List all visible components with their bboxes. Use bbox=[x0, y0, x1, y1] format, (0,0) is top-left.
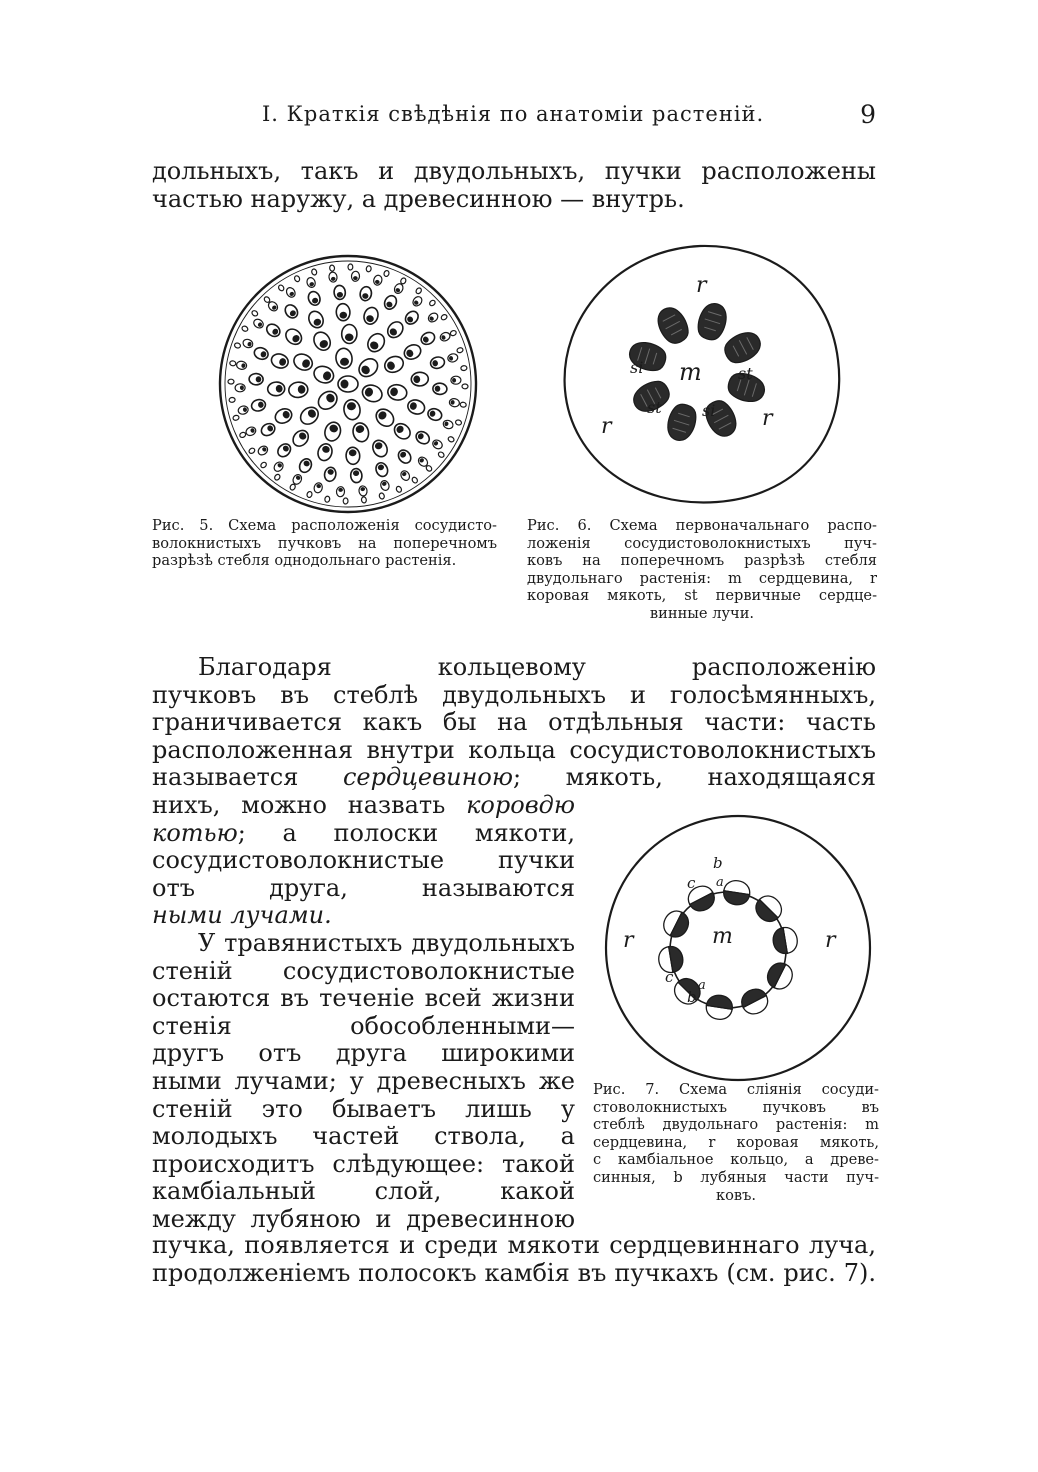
fig5-bundle bbox=[329, 265, 335, 272]
text-line: другъ отъ друга широкими bbox=[152, 1040, 575, 1068]
fig5-bundle bbox=[278, 284, 285, 292]
text-run: отъ друга, называются bbox=[152, 874, 575, 902]
text-run: ; мякоть, находящаяся bbox=[512, 764, 876, 792]
fig5-bundle bbox=[291, 351, 315, 373]
fig5-bundle bbox=[253, 346, 270, 361]
text-line bbox=[152, 820, 575, 848]
fig5-bundle bbox=[275, 441, 293, 459]
fig5-bundle bbox=[455, 419, 462, 426]
fig6-bundle bbox=[653, 303, 693, 348]
text-line: сосудистоволокнистые пучки bbox=[152, 847, 575, 875]
term-serdtsevina: сердцевиною bbox=[342, 764, 513, 792]
fig5-bundle bbox=[440, 314, 448, 321]
fig5-bundle bbox=[364, 331, 387, 355]
fig5-bundle bbox=[411, 372, 429, 387]
fig5-bundle bbox=[234, 342, 241, 349]
term-serdtsevinnye-luchi: ными лучами. bbox=[152, 902, 332, 930]
text-run: ; а полоски мякоти, bbox=[237, 819, 575, 847]
fig5-bundle bbox=[270, 352, 290, 370]
text-line: стенія обособленными— bbox=[152, 1012, 575, 1040]
fig5-bundle bbox=[350, 468, 362, 483]
fig5-bundle bbox=[323, 420, 343, 443]
caption-line: волокнистыхъ пучковъ на поперечномъ bbox=[152, 534, 497, 552]
text-line: граничивается какъ бы на отдѣльныя части: часть bbox=[152, 709, 876, 737]
fig5-bundle bbox=[427, 311, 440, 323]
fig5-bundle bbox=[374, 461, 390, 478]
text-line: частью наружу, а древесинною — внутрь. bbox=[152, 185, 685, 213]
fig5-bundle bbox=[426, 407, 443, 422]
fig5-bundle bbox=[346, 447, 361, 465]
fig5-bundle bbox=[379, 479, 390, 491]
fig5-bundle bbox=[256, 444, 269, 456]
text-line: У травянистыхъ двудольныхъ bbox=[198, 929, 575, 957]
fig5-bundle bbox=[383, 270, 390, 277]
fig5-bundle bbox=[306, 309, 326, 330]
fig5-bundle bbox=[411, 476, 418, 484]
fig7-vascular-bundles bbox=[657, 879, 799, 1021]
text-line bbox=[152, 875, 575, 903]
fig5-bundle bbox=[249, 373, 264, 385]
figure-5-caption bbox=[152, 517, 497, 570]
text-line: пучка, появляется и среди мякоти сердцевиннаго луча, bbox=[152, 1232, 876, 1259]
fig5-bundle bbox=[462, 384, 468, 389]
fig6-bundle bbox=[664, 401, 700, 444]
fig7-bundle bbox=[751, 891, 786, 926]
fig5-bundle bbox=[358, 485, 367, 496]
fig5-bundle bbox=[359, 286, 373, 302]
fig5-bundle bbox=[251, 310, 259, 317]
caption-line: стеблѣ двудольнаго растенія: m bbox=[593, 1116, 879, 1134]
figure-6-caption bbox=[527, 517, 877, 623]
fig6-label-m: m bbox=[679, 358, 702, 386]
term-korovaya-myakot: котью bbox=[152, 819, 238, 847]
fig5-bundle bbox=[447, 436, 455, 443]
fig5-bundle bbox=[297, 404, 321, 428]
fig5-bundle bbox=[360, 382, 384, 404]
fig5-bundle bbox=[288, 381, 309, 398]
text-line bbox=[152, 764, 876, 792]
fig5-bundle bbox=[260, 461, 268, 469]
fig7-bundle bbox=[738, 985, 772, 1018]
fig6-bundle bbox=[694, 300, 730, 343]
fig5-bundle bbox=[315, 388, 341, 413]
fig5-bundle bbox=[406, 398, 426, 416]
caption-line: Рис. 6. Схема первоначальнаго распо- bbox=[527, 517, 877, 534]
fig5-bundle bbox=[439, 331, 451, 343]
fig5-bundle bbox=[429, 356, 445, 370]
fig5-bundle bbox=[313, 482, 323, 494]
fig7-label-a-top: a bbox=[716, 875, 724, 890]
text-line: Благодаря кольцевому расположенію bbox=[198, 654, 876, 681]
fig5-bundle bbox=[312, 364, 336, 386]
fig7-label-a-bottom: a bbox=[698, 978, 706, 993]
text-line: продолженіемъ полосокъ камбія въ пучкахъ (см. рис. 7). bbox=[152, 1259, 876, 1287]
fig5-bundle bbox=[451, 376, 461, 384]
fig5-bundle bbox=[343, 399, 362, 421]
body-paragraph-tail bbox=[152, 1232, 876, 1287]
fig5-bundle bbox=[297, 457, 313, 475]
fig5-bundle bbox=[283, 326, 305, 347]
fig7-label-c-bottom: c bbox=[665, 968, 674, 986]
intro-paragraph bbox=[152, 158, 876, 213]
fig5-bundle bbox=[229, 397, 236, 403]
fig5-bundle bbox=[361, 497, 367, 504]
fig5-bundle bbox=[235, 384, 245, 392]
fig5-bundle bbox=[324, 496, 330, 503]
fig5-bundle bbox=[272, 460, 285, 473]
body-wrapped-column bbox=[152, 792, 575, 1234]
fig6-label-st-bottom: st bbox=[647, 398, 662, 417]
figure-5-monocot-cross-section bbox=[216, 252, 480, 516]
fig5-bundle bbox=[264, 322, 282, 339]
fig5-bundle bbox=[306, 276, 317, 288]
caption-line: коровая мякоть, st первичные сердце- bbox=[527, 587, 877, 605]
text-line: ными лучами; у древесныхъ же bbox=[152, 1067, 575, 1095]
page-number: 9 bbox=[860, 100, 876, 129]
fig5-vascular-bundles bbox=[228, 264, 468, 504]
fig6-label-r-right: r bbox=[762, 406, 773, 431]
fig5-bundle bbox=[343, 498, 348, 504]
running-header bbox=[150, 102, 880, 134]
fig5-bundle bbox=[387, 383, 408, 401]
caption-line: синныя, b лубяныя части пуч- bbox=[593, 1168, 879, 1186]
fig5-bundle bbox=[273, 406, 294, 426]
fig5-bundle bbox=[294, 275, 301, 282]
fig5-bundle bbox=[395, 486, 402, 493]
fig5-bundle bbox=[379, 492, 385, 499]
fig5-bundle bbox=[336, 486, 345, 497]
fig5-bundle bbox=[283, 302, 300, 320]
fig5-bundle bbox=[333, 285, 345, 300]
fig5-bundle bbox=[336, 303, 351, 321]
fig5-bundle bbox=[433, 383, 448, 395]
caption-line: двудольнаго растенія: m сердцевина, r bbox=[527, 569, 877, 587]
figure-7-bundle-fusion bbox=[597, 810, 879, 1086]
fig5-bundle bbox=[229, 360, 236, 366]
fig5-bundle bbox=[456, 347, 463, 353]
caption-line: сердцевина, r коровая мякоть, bbox=[593, 1133, 879, 1151]
caption-line: ковъ на поперечномъ разрѣзѣ стебля bbox=[527, 552, 877, 570]
fig6-label-si-left: si bbox=[630, 358, 644, 377]
fig5-bundle bbox=[232, 415, 239, 421]
fig6-bundle bbox=[720, 327, 765, 367]
fig5-bundle bbox=[396, 448, 413, 466]
fig5-bundle bbox=[403, 309, 421, 327]
fig5-bundle bbox=[382, 294, 398, 312]
fig5-bundle bbox=[248, 447, 256, 454]
fig5-bundle bbox=[328, 272, 337, 283]
fig6-label-r-top: r bbox=[696, 273, 707, 298]
figure-6-dicot-initial bbox=[557, 240, 844, 511]
fig5-bundle bbox=[252, 317, 265, 329]
text-line: стеній это бываетъ лишь у bbox=[152, 1095, 575, 1123]
text-line: дольныхъ, такъ и двудольныхъ, пучки расположены bbox=[152, 158, 876, 185]
caption-line: c камбіальное кольцо, a древе- bbox=[593, 1151, 879, 1169]
fig5-bundle bbox=[414, 429, 432, 446]
fig5-bundle bbox=[461, 365, 468, 371]
body-paragraph-1 bbox=[152, 654, 876, 792]
text-line bbox=[152, 902, 575, 930]
fig5-bundle bbox=[228, 379, 234, 384]
fig5-bundle bbox=[239, 431, 246, 438]
fig5-bundle bbox=[373, 274, 383, 286]
fig6-label-si-bottom: si bbox=[702, 401, 716, 420]
text-run: нихъ, можно назвать bbox=[152, 792, 467, 819]
text-line bbox=[152, 792, 575, 820]
fig5-bundle bbox=[245, 426, 257, 438]
fig7-label-c-top: c bbox=[687, 874, 696, 892]
fig5-bundle bbox=[267, 382, 285, 397]
caption-line: стоволокнистыхъ пучковъ въ bbox=[593, 1098, 879, 1116]
fig5-bundle bbox=[306, 491, 313, 498]
fig5-bundle bbox=[316, 442, 334, 462]
text-line: происходитъ слѣдующее: такой bbox=[152, 1150, 575, 1178]
caption-line: винные лучи. bbox=[649, 604, 755, 622]
fig5-bundle bbox=[242, 338, 254, 349]
fig5-bundle bbox=[351, 271, 360, 282]
fig5-bundle bbox=[399, 469, 411, 482]
fig7-bundle bbox=[705, 993, 734, 1021]
fig5-bundle bbox=[250, 398, 266, 412]
fig5-bundle bbox=[362, 306, 380, 326]
fig5-bundle bbox=[385, 319, 406, 341]
text-run: называется bbox=[152, 764, 343, 792]
fig5-bundle bbox=[370, 438, 390, 459]
fig5-bundle bbox=[323, 466, 337, 482]
figure-7-caption bbox=[593, 1081, 879, 1204]
fig5-bundle bbox=[437, 451, 445, 458]
fig6-label-r-left: r bbox=[601, 414, 612, 439]
fig7-bundle bbox=[763, 959, 796, 993]
text-line: камбіальный слой, какой bbox=[152, 1178, 575, 1206]
fig5-bundle bbox=[355, 355, 381, 380]
fig5-bundle bbox=[241, 325, 249, 332]
fig7-label-r-left: r bbox=[623, 928, 634, 953]
text-line: расположенная внутри кольца сосудистоволокнистыхъ bbox=[152, 736, 876, 764]
caption-line: разрѣзѣ стебля однодольнаго растенія. bbox=[152, 552, 457, 570]
fig5-bundle bbox=[419, 330, 437, 347]
fig7-bundle bbox=[722, 879, 751, 907]
fig5-bundle bbox=[311, 329, 334, 353]
fig5-bundle bbox=[274, 473, 281, 481]
fig5-bundle bbox=[335, 347, 354, 369]
caption-line: Рис. 5. Схема расположенія сосудисто- bbox=[152, 517, 497, 534]
fig5-bundle bbox=[373, 406, 397, 430]
fig5-bundle bbox=[391, 421, 413, 442]
text-line: пучковъ въ стеблѣ двудольныхъ и голосѣмянныхъ, bbox=[152, 681, 876, 709]
fig7-bundle bbox=[771, 926, 799, 956]
fig5-bundle bbox=[341, 324, 357, 343]
fig5-bundle bbox=[285, 286, 297, 299]
text-line: остаются въ теченіе всей жизни bbox=[152, 985, 575, 1013]
fig5-bundle bbox=[429, 299, 437, 307]
fig5-bundle bbox=[290, 427, 311, 449]
fig5-bundle bbox=[259, 421, 277, 438]
fig5-bundle bbox=[447, 353, 459, 363]
running-title: I. Краткія свѣдѣнія по анатоміи растеній. bbox=[262, 102, 765, 126]
fig5-bundle bbox=[366, 265, 372, 272]
fig5-bundle bbox=[382, 354, 405, 375]
fig5-bundle bbox=[411, 295, 424, 308]
fig7-label-b-top: b bbox=[713, 854, 723, 872]
fig6-label-st-right: st bbox=[738, 364, 753, 383]
fig5-bundle bbox=[311, 268, 317, 275]
term-korovaya-myakot: коровдю bbox=[466, 792, 575, 819]
fig7-bundle bbox=[660, 907, 693, 941]
fig5-bundle bbox=[402, 342, 423, 362]
fig5-bundle bbox=[431, 438, 444, 450]
fig5-bundle bbox=[348, 264, 353, 270]
fig7-label-r-right: r bbox=[825, 928, 836, 953]
text-line: стеній сосудистоволокнистые bbox=[152, 957, 575, 985]
fig7-label-m: m bbox=[712, 924, 733, 949]
text-line: молодыхъ частей ствола, а bbox=[152, 1123, 575, 1151]
caption-line: ложенія сосудистоволокнистыхъ пуч- bbox=[527, 534, 877, 552]
text-line: между лубяною и древесинною bbox=[152, 1205, 575, 1233]
fig5-bundle bbox=[237, 405, 249, 415]
fig5-bundle bbox=[415, 287, 422, 295]
fig5-bundle bbox=[306, 290, 322, 307]
caption-line: Рис. 7. Схема сліянія сосуди- bbox=[593, 1081, 879, 1098]
fig5-bundle bbox=[442, 419, 454, 430]
fig5-bundle bbox=[338, 376, 358, 392]
fig5-bundle bbox=[236, 360, 247, 370]
fig7-label-b-bottom: b bbox=[687, 988, 697, 1006]
caption-line: ковъ. bbox=[715, 1186, 757, 1204]
fig5-bundle bbox=[449, 398, 460, 408]
fig5-bundle bbox=[460, 402, 467, 408]
fig5-bundle bbox=[351, 421, 371, 443]
fig5-bundle bbox=[450, 330, 457, 337]
